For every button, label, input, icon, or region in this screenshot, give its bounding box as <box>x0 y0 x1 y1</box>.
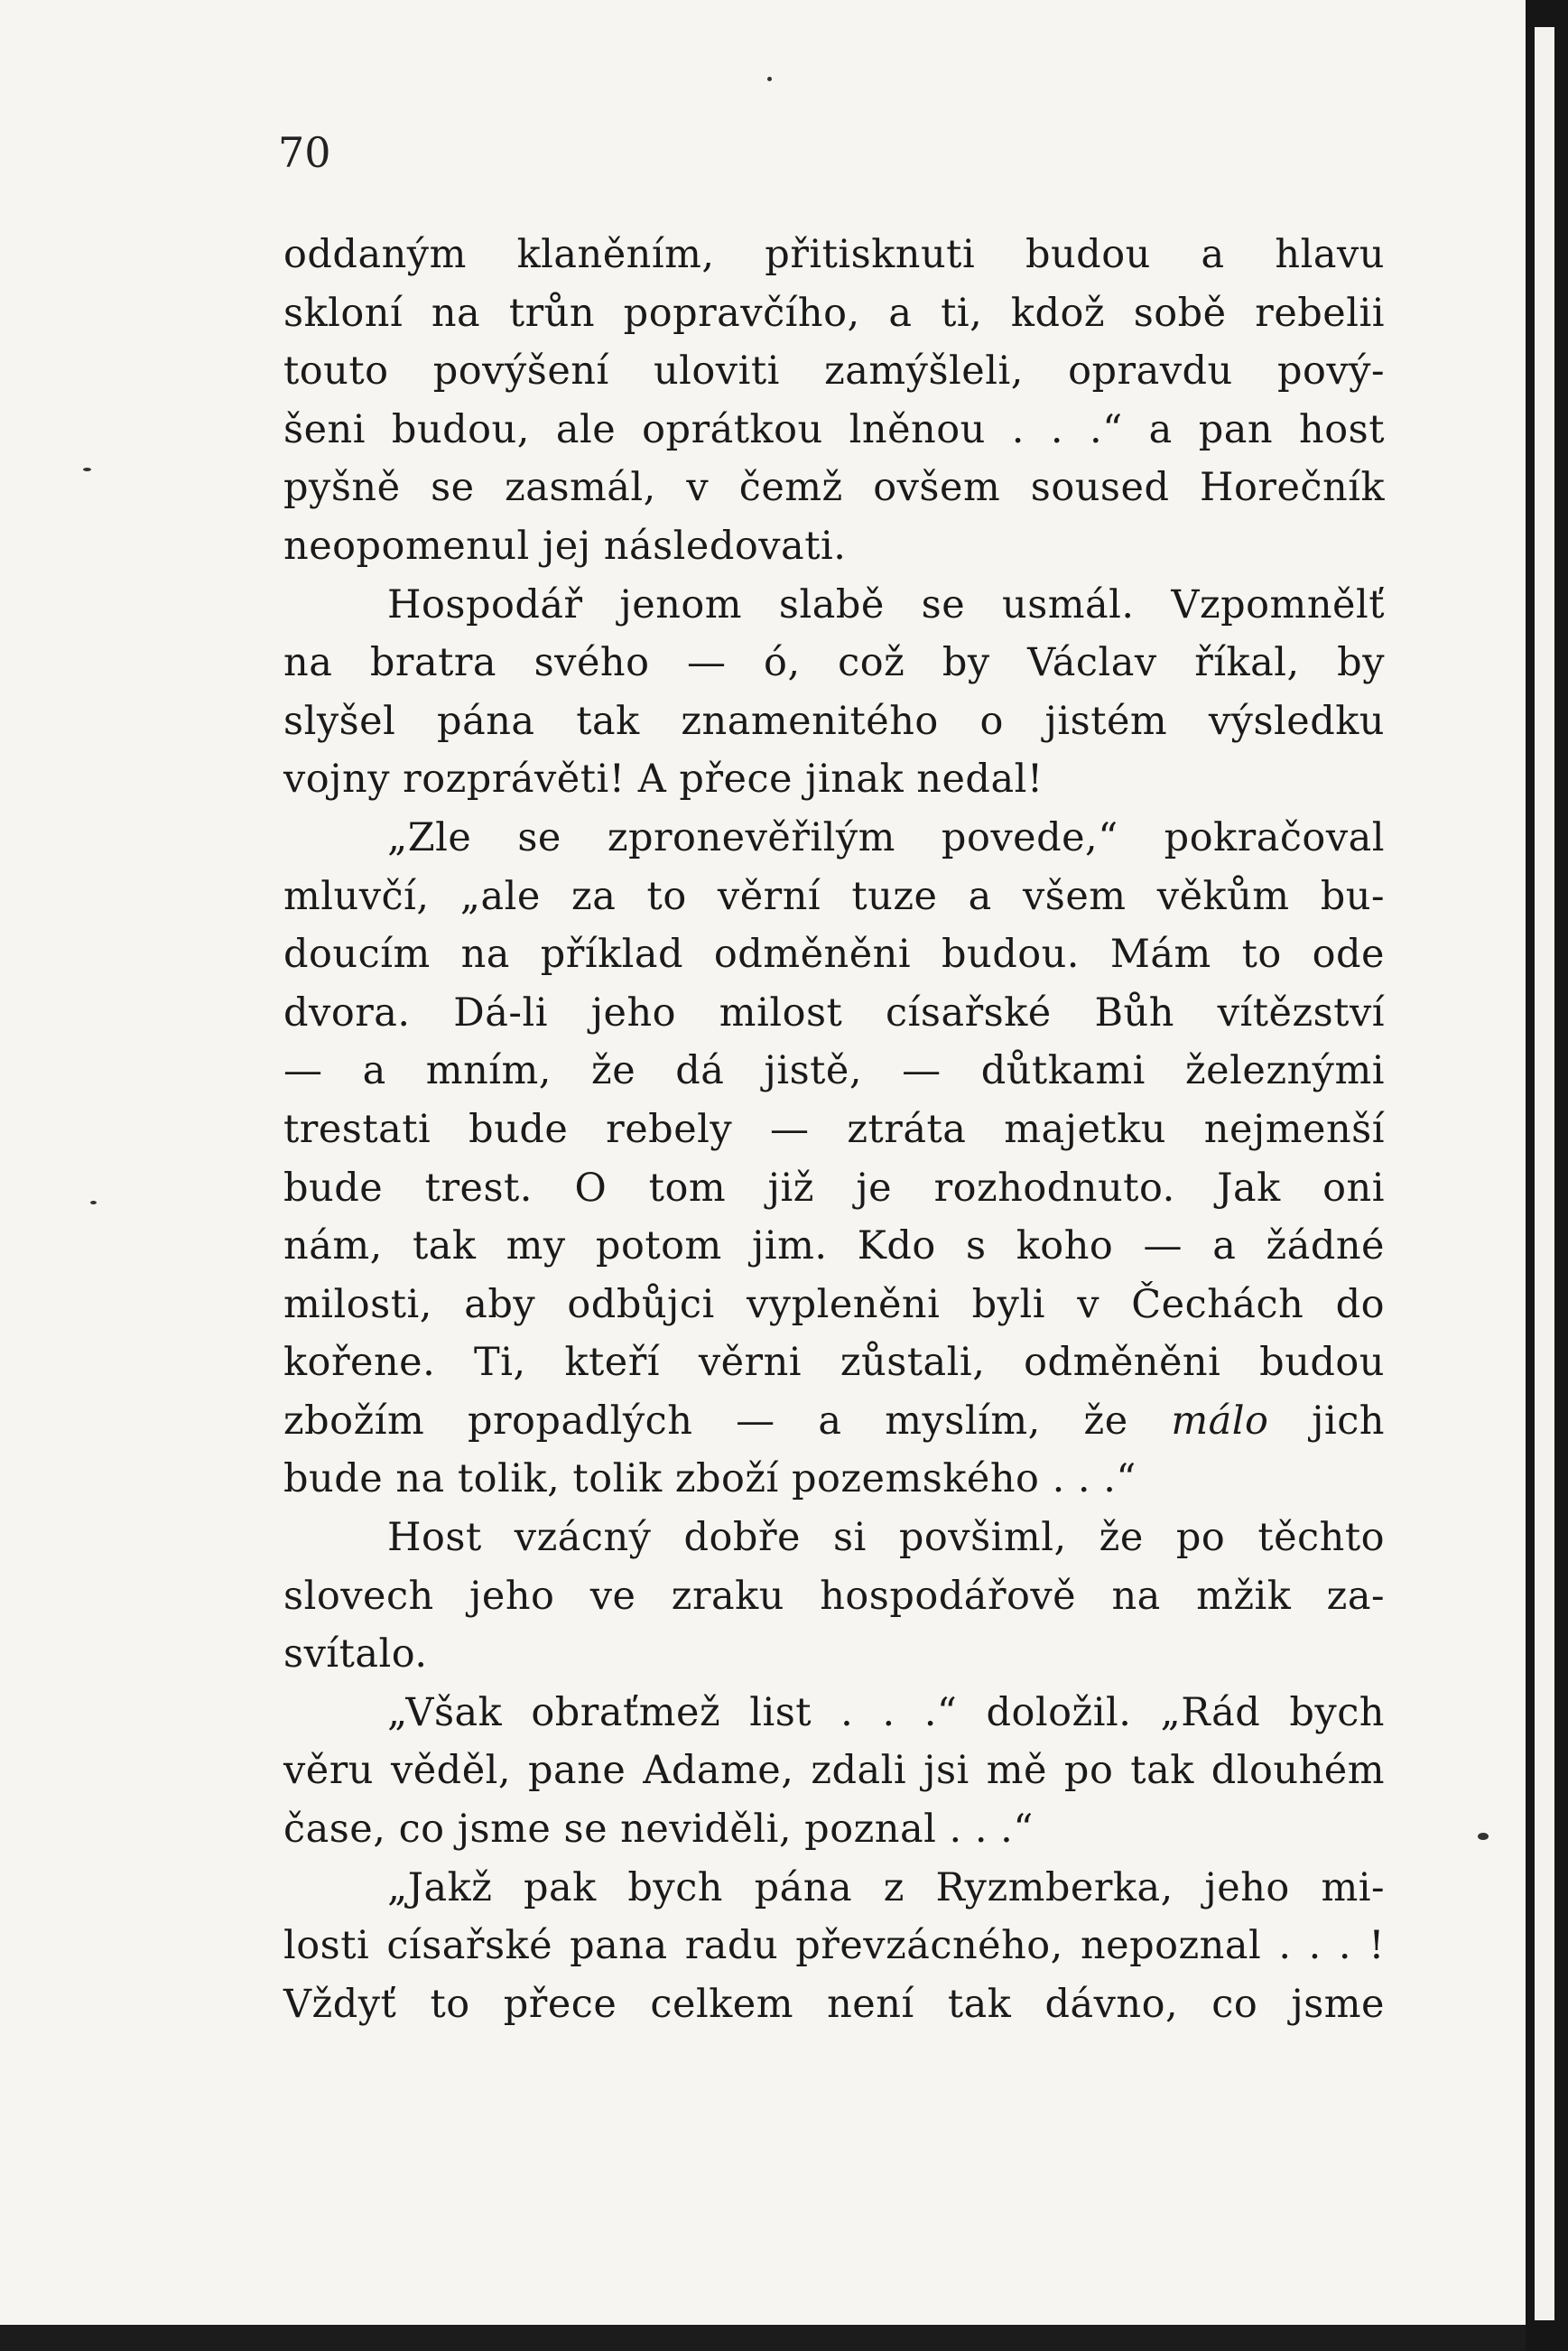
text-line: šeni budou, ale oprátkou lněnou . . .“ a pan host <box>283 406 1385 452</box>
text-line: nám, tak my potom jim. Kdo s koho — a žádné <box>283 1223 1385 1269</box>
text-line: čase, co jsme se neviděli, poznal . . .“ <box>283 1807 1034 1853</box>
text-line: „Jakž pak bych pána z Ryzmberka, jeho mi- <box>387 1864 1385 1910</box>
page-number: 70 <box>278 128 331 177</box>
text-line: doucím na příklad odměněni budou. Mám to ode <box>283 932 1385 978</box>
scan-border <box>0 2325 1526 2351</box>
text-line: bude trest. O tom již je rozhodnuto. Jak oni <box>283 1165 1385 1211</box>
text-line: „Zle se zpronevěřilým povede,“ pokračoval <box>387 814 1385 860</box>
text-line: bude na tolik, tolik zboží pozemského . . .“ <box>283 1456 1137 1502</box>
text-line: svítalo. <box>283 1631 428 1677</box>
text-line: pyšně se zasmál, v čemž ovšem soused Horečník <box>283 465 1385 511</box>
next-page-edge <box>1526 0 1568 2351</box>
text-line: kořene. Ti, kteří věrni zůstali, odměněni budou <box>283 1340 1385 1386</box>
text-line: Host vzácný dobře si povšiml, že po těchto <box>387 1515 1385 1561</box>
page-text <box>283 226 1385 2033</box>
text-line: slovech jeho ve zraku hospodářově na mžik za- <box>283 1573 1385 1619</box>
text-line: na bratra svého — ó, což by Václav říkal, by <box>283 640 1385 686</box>
paper-speck <box>90 1201 97 1204</box>
text-line: oddaným klaněním, přitisknuti budou a hlavu <box>283 232 1385 277</box>
text-line: „Však obraťmež list . . .“ doložil. „Rád bych <box>387 1689 1385 1735</box>
text-line: Hospodář jenom slabě se usmál. Vzpomnělť <box>387 581 1385 627</box>
text-line: Vždyť to přece celkem není tak dávno, co jsme <box>283 1981 1385 2027</box>
text-line: vojny rozprávěti! A přece jinak nedal! <box>283 757 1044 803</box>
text-line: dvora. Dá-li jeho milost císařské Bůh vítězství <box>283 990 1385 1036</box>
text-line: milosti, aby odbůjci vypleněni byli v Čechách do <box>283 1281 1385 1327</box>
text-line: losti císařské pana radu převzácného, nepoznal . . . ! <box>283 1923 1385 1969</box>
text-line: trestati bude rebely — ztráta majetku nejmenší <box>283 1106 1385 1152</box>
text-line: skloní na trůn popravčího, a ti, kdož sobě rebelii <box>283 290 1385 336</box>
text-line: mluvčí, „ale za to věrní tuze a všem věkům bu- <box>283 873 1385 919</box>
text-line: touto povýšení uloviti zamýšleli, opravdu pový- <box>283 348 1385 395</box>
paper-speck <box>1478 1833 1489 1840</box>
paper-speck <box>83 468 91 471</box>
text-line: — a mním, že dá jistě, — důtkami železnými <box>283 1048 1385 1094</box>
emphasized-word: málo <box>1171 1398 1269 1444</box>
text-line: věru věděl, pane Adame, zdali jsi mě po tak dlouhém <box>283 1748 1385 1794</box>
text-line: zbožím propadlých — a myslím, že málo jich <box>283 1398 1386 1444</box>
paper-speck <box>767 77 772 81</box>
text-line: neopomenul jej následovati. <box>283 523 847 569</box>
text-line: slyšel pána tak znamenitého o jistém výsledku <box>283 698 1385 744</box>
